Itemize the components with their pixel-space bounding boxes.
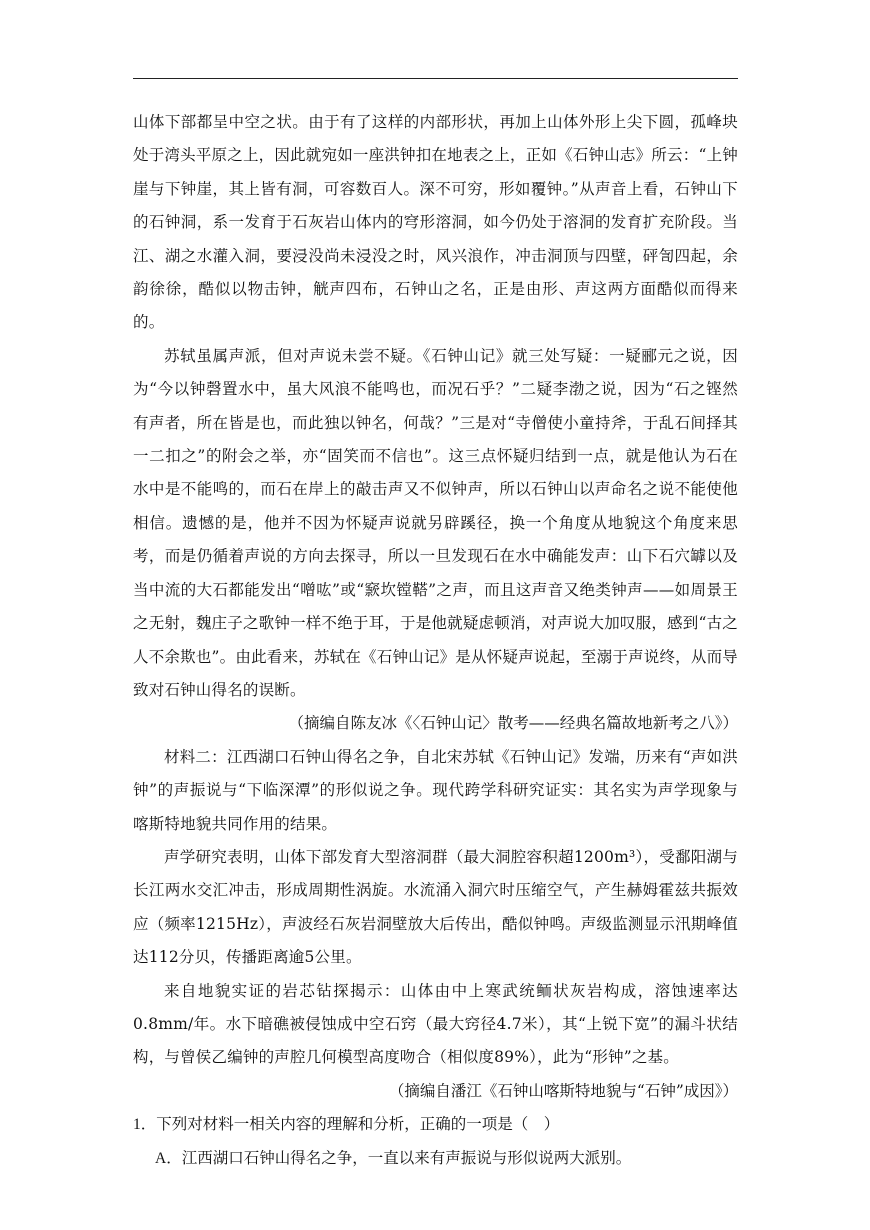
paragraph-5: 来自地貌实证的岩芯钻探揭示：山体由中上寒武统鲕状灰岩构成，溶蚀速率达0.8mm/年。水下暗礁被侵蚀成中空石窍（最大窍径4.7米），其“上锐下宽”的漏斗状结构，与曾侯乙编钟的声腔几何模型高度吻合（相似度89%），此为“形钟”之基。 xyxy=(133,981,738,1067)
source-citation-2: （摘编自潘江《石钟山喀斯特地貌与“石钟”成因》） xyxy=(388,1081,738,1100)
header-rule xyxy=(133,78,738,79)
option-a: A．江西湖口石钟山得名之争，一直以来有声振说与形似说两大派别。 xyxy=(155,1149,632,1167)
question-1: 1．下列对材料一相关内容的理解和分析，正确的一项是（ ） xyxy=(133,1116,560,1134)
paragraph-3: 材料二：江西湖口石钟山得名之争，自北宋苏轼《石钟山记》发端，历来有“声如洪钟”的声振说与“下临深潭”的形似说之争。现代跨学科研究证实：其名实为声学现象与喀斯特地貌共同作用的结果。 xyxy=(133,747,738,833)
paragraph-1: 山体下部都呈中空之状。由于有了这样的内部形状，再加上山体外形上尖下圆，孤峰块处于湾头平原之上，因此就宛如一座洪钟扣在地表之上，正如《石钟山志》所云：“上钟崖与下钟崖，其上皆有洞，可容数百人。深不可穷，形如覆钟。”从声音上看，石钟山下的石钟洞，系一发育于石灰岩山体内的穹形溶洞，如今仍处于溶洞的发育扩充阶段。当江、湖之水灌入洞，要浸没尚未浸没之时，风兴浪作，冲击洞顶与四壁，砰訇四起，余韵徐徐，酷似以物击钟，觥声四布，石钟山之名，正是由形、声这两方面酷似而得来的。 xyxy=(133,113,738,332)
paragraph-2: 苏轼虽属声派，但对声说未尝不疑。《石钟山记》就三处写疑：一疑郦元之说，因为“今以钟磬置水中，虽大风浪不能鸣也，而况石乎？”二疑李渤之说，因为“石之铿然有声者，所在皆是也，而此独以钟名，何哉？”三是对“寺僧使小童持斧，于乱石间择其一二扣之”的附会之举，亦“固笑而不信也”。这三点怀疑归结到一点，就是他认为石在水中是不能鸣的，而石在岸上的敲击声又不似钟声，所以石钟山以声命名之说不能使他相信。遗憾的是，他并不因为怀疑声说就另辟蹊径，换一个角度从地貌这个角度来思考，而是仍循着声说的方向去探寻，所以一旦发现石在水中确能发声：山下石穴罅以及当中流的大石都能发出“噌吰”或“窾坎镗鞳”之声，而且这声音又绝类钟声——如周景王之无射，魏庄子之歌钟一样不绝于耳，于是他就疑虑顿消，对声说大加叹服，感到“古之人不余欺也”。由此看来，苏轼在《石钟山记》是从怀疑声说起，至溺于声说终，从而导致对石钟山得名的误断。 xyxy=(133,346,738,699)
source-citation-1: （摘编自陈友冰《〈石钟山记〉散考——经典名篇故地新考之八》） xyxy=(288,714,738,733)
document-body xyxy=(133,106,738,1175)
paragraph-4: 声学研究表明，山体下部发育大型溶洞群（最大洞腔容积超1200m³），受鄱阳湖与长江两水交汇冲击，形成周期性涡旋。水流涌入洞穴时压缩空气，产生赫姆霍兹共振效应（频率1215Hz），声波经石灰岩洞壁放大后传出，酷似钟鸣。声级监测显示汛期峰值达112分贝，传播距离逾5公里。 xyxy=(133,847,738,967)
